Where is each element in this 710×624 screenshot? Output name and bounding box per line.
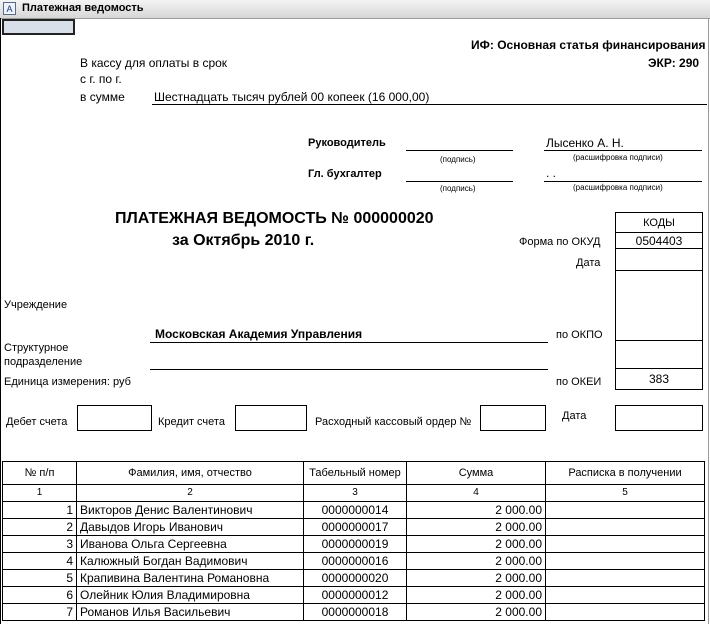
director-label: Руководитель	[308, 137, 386, 149]
col-header-name: Фамилия, имя, отчество	[77, 462, 304, 485]
division-code-cell	[616, 341, 702, 369]
table-row[interactable]	[3, 553, 705, 570]
division-label-2: подразделение	[4, 356, 83, 368]
col-header-receipt: Расписка в получении	[546, 462, 705, 485]
row-receipt[interactable]	[546, 570, 705, 587]
row-tab[interactable]: 0000000018	[304, 604, 407, 621]
credit-label: Кредит счета	[158, 416, 225, 428]
table-row[interactable]	[3, 536, 705, 553]
index-cell: 1	[3, 485, 77, 502]
row-name[interactable]: Калюжный Богдан Вадимович	[77, 553, 304, 570]
director-decode-hint: (расшифровка подписи)	[573, 153, 663, 162]
in-amount-label: в сумме	[80, 90, 125, 104]
accountant-name-line	[544, 181, 702, 182]
okei-value: 383	[648, 372, 670, 386]
row-number[interactable]: 6	[3, 587, 77, 604]
document-icon: A	[3, 2, 16, 15]
selected-cell[interactable]	[2, 19, 75, 35]
amount-underline	[152, 104, 707, 105]
accounts-date-field[interactable]	[615, 405, 703, 431]
payroll-table	[2, 461, 705, 621]
row-receipt[interactable]	[546, 604, 705, 621]
pay-to-cash-label: В кассу для оплаты в срок	[80, 56, 228, 70]
okpo-label: по ОКПО	[556, 329, 603, 341]
row-sum[interactable]: 2 000.00	[407, 502, 546, 519]
accountant-sign-line	[406, 181, 513, 182]
table-row[interactable]	[3, 587, 705, 604]
director-sign-line	[406, 150, 513, 151]
row-receipt[interactable]	[546, 553, 705, 570]
accountant-decode-hint: (расшифровка подписи)	[573, 183, 663, 192]
row-tab[interactable]: 0000000016	[304, 553, 407, 570]
division-underline	[150, 369, 548, 370]
row-receipt[interactable]	[546, 536, 705, 553]
director-name-line	[544, 150, 702, 151]
date-code-cell	[616, 249, 702, 271]
table-row[interactable]	[3, 502, 705, 519]
division-label-1: Структурное	[4, 342, 69, 354]
row-receipt[interactable]	[546, 502, 705, 519]
accountant-label: Гл. бухгалтер	[308, 168, 382, 180]
okei-label: по ОКЕИ	[556, 376, 602, 388]
row-name[interactable]: Олейник Юлия Владимировна	[77, 587, 304, 604]
director-sign-hint: (подпись)	[440, 155, 476, 164]
row-tab[interactable]: 0000000017	[304, 519, 407, 536]
col-header-tab: Табельный номер	[304, 462, 407, 485]
amount-words: Шестнадцать тысяч рублей 00 копеек (16 000,00)	[154, 90, 430, 104]
table-row[interactable]	[3, 519, 705, 536]
index-cell: 3	[304, 485, 407, 502]
document-title: ПЛАТЕЖНАЯ ВЕДОМОСТЬ № 000000020	[115, 210, 434, 227]
row-number[interactable]: 3	[3, 536, 77, 553]
row-name[interactable]: Давыдов Игорь Иванович	[77, 519, 304, 536]
institution-label: Учреждение	[4, 299, 68, 311]
col-header-number: № п/п	[3, 462, 77, 485]
row-number[interactable]: 2	[3, 519, 77, 536]
col-header-sum: Сумма	[407, 462, 546, 485]
row-tab[interactable]: 0000000020	[304, 570, 407, 587]
cash-order-field[interactable]	[480, 405, 546, 431]
row-sum[interactable]: 2 000.00	[407, 587, 546, 604]
debit-field[interactable]	[77, 405, 152, 431]
row-receipt[interactable]	[546, 519, 705, 536]
okud-label: Форма по ОКУД	[519, 236, 601, 248]
row-sum[interactable]: 2 000.00	[407, 553, 546, 570]
right-border	[708, 18, 709, 624]
row-tab[interactable]: 0000000019	[304, 536, 407, 553]
unit-label: Единица измерения: руб	[4, 376, 131, 388]
credit-field[interactable]	[235, 405, 307, 431]
codes-box	[615, 212, 703, 390]
row-number[interactable]: 1	[3, 502, 77, 519]
table-row[interactable]	[3, 604, 705, 621]
table-header-row	[3, 462, 705, 485]
row-receipt[interactable]	[546, 587, 705, 604]
document-subtitle: за Октябрь 2010 г.	[172, 232, 315, 249]
window-title: Платежная ведомость	[22, 2, 144, 14]
institution-underline	[150, 342, 548, 343]
accounts-date-label: Дата	[562, 410, 587, 422]
row-sum[interactable]: 2 000.00	[407, 570, 546, 587]
okpo-code-cell	[616, 271, 702, 341]
row-number[interactable]: 5	[3, 570, 77, 587]
period-label: с г. по г.	[80, 72, 122, 86]
table-row[interactable]	[3, 570, 705, 587]
date-label: Дата	[576, 257, 601, 269]
codes-header: КОДЫ	[616, 213, 702, 233]
index-cell: 4	[407, 485, 546, 502]
funding-article: ИФ: Основная статья финансирования	[471, 38, 706, 52]
institution-name: Московская Академия Управления	[155, 327, 363, 341]
row-name[interactable]: Иванова Ольга Сергеевна	[77, 536, 304, 553]
row-tab[interactable]: 0000000014	[304, 502, 407, 519]
row-name[interactable]: Крапивина Валентина Романовна	[77, 570, 304, 587]
ekr-code: ЭКР: 290	[648, 56, 700, 70]
debit-label: Дебет счета	[6, 416, 68, 428]
director-name: Лысенко А. Н.	[546, 136, 624, 150]
index-cell: 2	[77, 485, 304, 502]
accountant-name: . .	[546, 166, 557, 180]
cash-order-label: Расходный кассовый ордер №	[315, 416, 472, 428]
table-index-row	[3, 485, 705, 502]
row-sum[interactable]: 2 000.00	[407, 536, 546, 553]
row-name[interactable]: Викторов Денис Валентинович	[77, 502, 304, 519]
row-number[interactable]: 4	[3, 553, 77, 570]
row-sum[interactable]: 2 000.00	[407, 604, 546, 621]
row-tab[interactable]: 0000000012	[304, 587, 407, 604]
accountant-sign-hint: (подпись)	[440, 184, 476, 193]
row-number[interactable]: 7	[3, 604, 77, 621]
row-sum[interactable]: 2 000.00	[407, 519, 546, 536]
left-border	[0, 18, 1, 624]
okud-value: 0504403	[616, 233, 702, 249]
index-cell: 5	[546, 485, 705, 502]
window-titlebar	[0, 0, 710, 19]
row-name[interactable]: Романов Илья Васильевич	[77, 604, 304, 621]
